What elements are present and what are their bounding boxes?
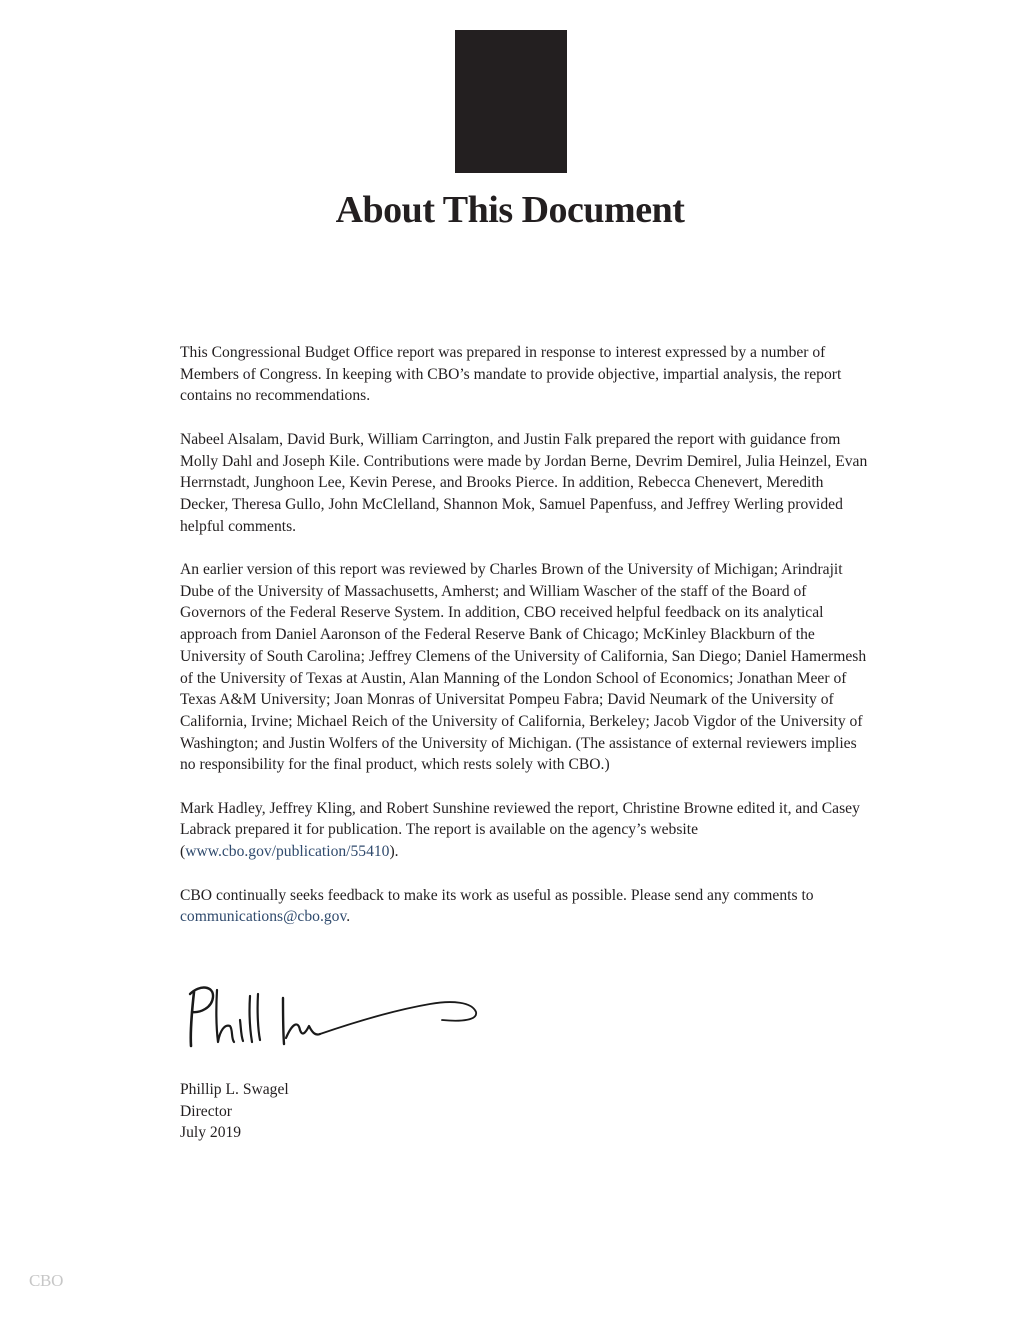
email-link[interactable]: communications@cbo.gov bbox=[180, 908, 347, 926]
paragraph-purpose: This Congressional Budget Office report was prepared in response to interest expressed by a number of Members of Congress. In keeping with CBO’s mandate to provide objective, impartial analysis, the report contains no recommendations. bbox=[180, 344, 842, 405]
director-name: Phillip L. Swagel bbox=[180, 1081, 289, 1098]
document-date: July 2019 bbox=[180, 1124, 242, 1142]
feedback-text-end: . bbox=[346, 908, 351, 926]
paragraph-reviewers: An earlier version of this report was reviewed by Charles Brown of the University of Michigan; Arindrajit Dube of the University of Massachusetts, Amherst; and William Wascher of the staff of the Board of Governors of the Federal Reserve System. In addition, CBO received helpful feedback on its analytical approach from Daniel Aaronson of the Federal Reserve Bank of Chicago; McKinley Blackburn of the University of South Carolina; Jeffrey Clemens of the University of California, San Diego; Daniel Hamermesh of the University of Texas at Austin, Alan Manning of the London School of Economics; Jonathan Meer of Texas A&M University; Joan Monras of Universitat Pompeu Fabra; David Neumark of the University of California, Irvine; Michael Reich of the University of California, Berkeley; Jacob Vigdor of the University of Washington; and Justin Wolfers of the University of Michigan. (The assistance of external reviewers implies no responsibility for the final product, which rests solely with CBO.) bbox=[180, 561, 867, 774]
signoff-block bbox=[180, 1079, 289, 1144]
publication-text-end: ). bbox=[389, 843, 399, 861]
document-body bbox=[180, 342, 875, 950]
cbo-footer-logo: CBO bbox=[29, 1271, 64, 1290]
page-title: About This Document bbox=[335, 189, 685, 231]
header-black-block bbox=[455, 30, 567, 173]
director-title: Director bbox=[180, 1102, 232, 1120]
feedback-text: CBO continually seeks feedback to make its work as useful as possible. Please send any comments to bbox=[180, 886, 814, 904]
paragraph-feedback bbox=[180, 885, 875, 928]
publication-link[interactable]: www.cbo.gov/publication/55410 bbox=[185, 843, 390, 861]
paragraph-publication bbox=[180, 798, 875, 863]
director-signature bbox=[180, 980, 480, 1055]
publication-text: Mark Hadley, Jeffrey Kling, and Robert Sunshine reviewed the report, Christine Browne edited it, and Casey Labrack prepared it for publication. The report is available on the agency’s website ( bbox=[180, 799, 860, 861]
paragraph-authors: Nabeel Alsalam, David Burk, William Carrington, and Justin Falk prepared the report with guidance from Molly Dahl and Joseph Kile. Contributions were made by Jordan Berne, Devrim Demirel, Julia Heinzel, Evan Herrnstadt, Junghoon Lee, Kevin Perese, and Brooks Pierce. In addition, Rebecca Chenevert, Meredith Decker, Theresa Gullo, John McClelland, Shannon Mok, Samuel Papenfuss, and Jeffrey Werling provided helpful comments. bbox=[180, 430, 868, 535]
